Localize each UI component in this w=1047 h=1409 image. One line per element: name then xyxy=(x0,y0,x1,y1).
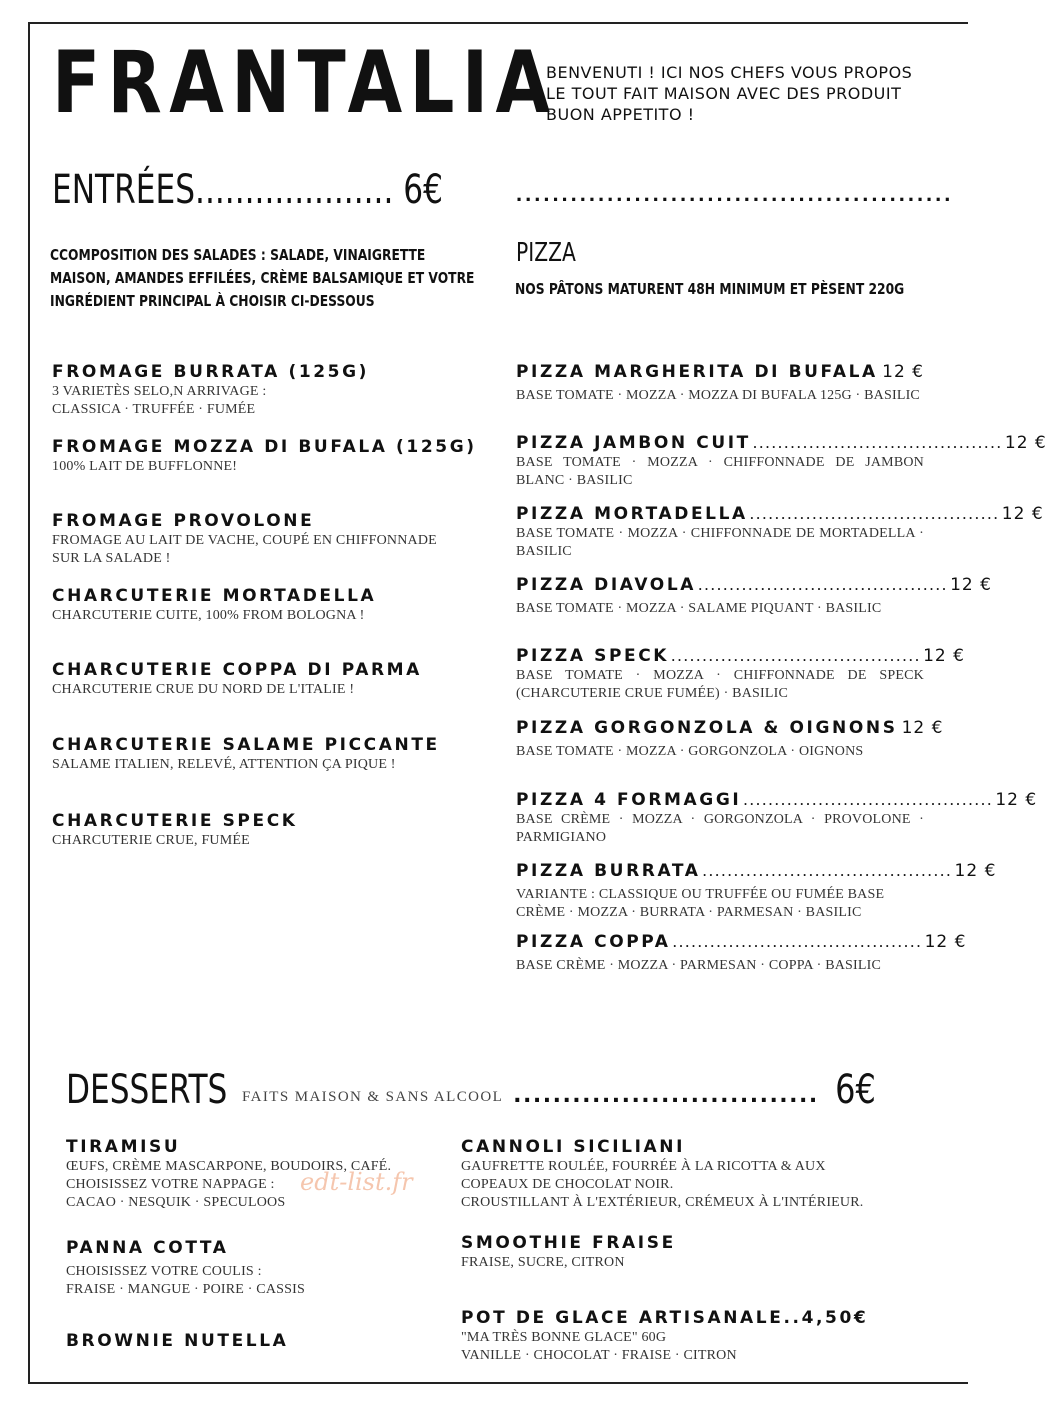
entree-item xyxy=(52,734,472,774)
pizza-name: PIZZA SPECK xyxy=(516,646,670,666)
dessert-name: TIRAMISU xyxy=(66,1137,181,1157)
entrees-price: 6€ xyxy=(403,167,443,213)
entree-item xyxy=(52,659,472,699)
dessert-name: CANNOLI SICILIANI xyxy=(461,1137,686,1157)
pizza-desc: BASE TOMATE · MOZZA · SALAME PIQUANT · BASILIC xyxy=(516,601,882,616)
pizza-item xyxy=(516,789,1038,847)
dessert-desc: VANILLE · CHOCOLAT · FRAISE · CITRON xyxy=(461,1348,737,1363)
desserts-dots: ............................... xyxy=(513,1083,819,1108)
pizza-name: PIZZA BURRATA xyxy=(516,861,701,881)
leader-dots: ........................................ xyxy=(702,861,953,880)
entree-desc: CHARCUTERIE CRUE DU NORD DE L'ITALIE ! xyxy=(52,682,355,697)
pizza-item xyxy=(516,503,1044,561)
pizza-desc: BASE TOMATE · MOZZA · CHIFFONNADE DE SPECK (CHARCUTERIE CRUE FUMÉE) · BASILIC xyxy=(516,668,924,701)
pizza-desc: BASE TOMATE · MOZZA · CHIFFONNADE DE MORTADELLA · BASILIC xyxy=(516,526,924,559)
entrees-dots: .................... xyxy=(195,167,394,213)
entree-name: CHARCUTERIE COPPA DI PARMA xyxy=(52,660,422,680)
entree-name: CHARCUTERIE SALAME PICCANTE xyxy=(52,735,440,755)
leader-dots: ........................................ xyxy=(749,504,1000,523)
entree-item xyxy=(52,361,472,419)
entree-name: FROMAGE BURRATA (125G) xyxy=(52,362,370,382)
pizza-price: 12 € xyxy=(923,646,965,666)
dessert-name: BROWNIE NUTELLA xyxy=(66,1331,289,1351)
pizza-intro: NOS PÂTONS MATURENT 48H MINIMUM ET PÈSENT 220G xyxy=(515,280,905,298)
pizza-price: 12 € xyxy=(882,362,924,382)
entree-desc: FROMAGE AU LAIT DE VACHE, COUPÉ EN CHIFFONNADE xyxy=(52,533,437,548)
dessert-item xyxy=(461,1232,901,1272)
entrees-intro: CCOMPOSITION DES SALADES : SALADE, VINAIGRETTE MAISON, AMANDES EFFILÉES, CRÈME BALSAMIQUE ET VOTRE INGRÉDIENT PRINCIPAL À CHOISIR CI-DESSOUS xyxy=(50,246,475,310)
entree-desc: CLASSICA · TRUFFÉE · FUMÉE xyxy=(52,402,256,417)
entree-name: FROMAGE PROVOLONE xyxy=(52,511,315,531)
entrees-heading xyxy=(52,167,443,213)
pizza-price: 12 € xyxy=(954,861,997,881)
entree-desc: 3 VARIETÈS SELO,N ARRIVAGE : xyxy=(52,384,267,399)
entree-name: CHARCUTERIE MORTADELLA xyxy=(52,586,377,606)
pizza-item xyxy=(516,574,992,618)
leader-dots: ........................................ xyxy=(672,932,923,951)
pizza-item xyxy=(516,645,965,703)
entree-desc: CHARCUTERIE CUITE, 100% FROM BOLOGNA ! xyxy=(52,608,365,623)
welcome-line: BENVENUTI ! ICI NOS CHEFS VOUS PROPOS xyxy=(546,63,913,82)
entree-name: CHARCUTERIE SPECK xyxy=(52,811,298,831)
pizza-name: PIZZA COPPA xyxy=(516,932,671,952)
pizza-price: 12 € xyxy=(1001,504,1044,524)
dessert-name: SMOOTHIE FRAISE xyxy=(461,1233,676,1253)
leader-dots: ........................................ xyxy=(752,433,1003,452)
pizza-desc: BASE CRÈME · MOZZA · GORGONZOLA · PROVOLONE · PARMIGIANO xyxy=(516,812,924,845)
pizza-item xyxy=(516,931,967,975)
pizza-item xyxy=(516,361,924,405)
desserts-price: 6€ xyxy=(835,1067,876,1113)
pizza-name: PIZZA MORTADELLA xyxy=(516,504,748,524)
welcome-text xyxy=(546,62,912,125)
welcome-line: BUON APPETITO ! xyxy=(546,105,695,124)
dessert-item xyxy=(66,1330,446,1352)
entree-desc: 100% LAIT DE BUFFLONNE! xyxy=(52,459,238,474)
pizza-item xyxy=(516,860,997,922)
pizza-name: PIZZA GORGONZOLA & OIGNONS xyxy=(516,718,898,738)
pizza-desc: BASE TOMATE · MOZZA · MOZZA DI BUFALA 125G · BASILIC xyxy=(516,388,920,403)
pizza-price: 12 € xyxy=(901,718,944,738)
entree-desc: CHARCUTERIE CRUE, FUMÉE xyxy=(52,833,250,848)
entree-name: FROMAGE MOZZA DI BUFALA (125G) xyxy=(52,437,477,457)
entree-desc: SALAME ITALIEN, RELEVÉ, ATTENTION ÇA PIQUE ! xyxy=(52,757,396,772)
dessert-desc: FRAISE · MANGUE · POIRE · CASSIS xyxy=(66,1282,305,1297)
pizza-price: 12 € xyxy=(924,932,967,952)
pizza-price: 12 € xyxy=(950,575,992,595)
pizza-name: PIZZA DIAVOLA xyxy=(516,575,697,595)
pizza-name: PIZZA 4 FORMAGGI xyxy=(516,790,742,810)
dessert-desc: CROUSTILLANT À L'EXTÉRIEUR, CRÉMEUX À L'INTÉRIEUR. xyxy=(461,1195,864,1210)
welcome-line: LE TOUT FAIT MAISON AVEC DES PRODUIT xyxy=(546,84,902,103)
pizza-desc: BASE TOMATE · MOZZA · CHIFFONNADE DE JAMBON BLANC · BASILIC xyxy=(516,455,924,488)
pizza-name: PIZZA MARGHERITA DI BUFALA xyxy=(516,362,878,382)
dessert-item xyxy=(461,1136,901,1212)
dessert-item xyxy=(66,1237,446,1299)
dessert-desc: GAUFRETTE ROULÉE, FOURRÉE À LA RICOTTA & AUX xyxy=(461,1159,826,1174)
dessert-desc: CACAO · NESQUIK · SPECULOOS xyxy=(66,1195,286,1210)
entree-item xyxy=(52,510,472,568)
pizza-header-dots: ................................................ xyxy=(516,181,954,206)
dessert-desc: COPEAUX DE CHOCOLAT NOIR. xyxy=(461,1177,674,1192)
entree-item xyxy=(52,810,472,850)
pizza-name: PIZZA JAMBON CUIT xyxy=(516,433,751,453)
pizza-item xyxy=(516,717,944,761)
pizza-item xyxy=(516,432,1047,490)
brand-title: FRANTALIA xyxy=(52,33,558,133)
dessert-desc: "MA TRÈS BONNE GLACE" 60G xyxy=(461,1330,667,1345)
watermark: edt-list.fr xyxy=(300,1168,413,1196)
dessert-desc: CHOISISSEZ VOTRE NAPPAGE : xyxy=(66,1177,275,1192)
desserts-subtitle: FAITS MAISON & SANS ALCOOL xyxy=(242,1089,504,1105)
pizza-price: 12 € xyxy=(1004,433,1047,453)
dessert-desc: FRAISE, SUCRE, CITRON xyxy=(461,1255,625,1270)
pizza-price: 12 € xyxy=(995,790,1038,810)
desserts-title: DESSERTS xyxy=(66,1067,228,1113)
entree-desc: SUR LA SALADE ! xyxy=(52,551,171,566)
dessert-name: POT DE GLACE ARTISANALE..4,50€ xyxy=(461,1308,869,1328)
entrees-title: ENTRÉES xyxy=(52,167,196,213)
dessert-desc: CHOISISSEZ VOTRE COULIS : xyxy=(66,1264,262,1279)
leader-dots: ........................................ xyxy=(743,790,994,809)
dessert-item xyxy=(461,1307,901,1365)
pizza-title: PIZZA xyxy=(516,238,576,268)
dessert-desc: ŒUFS, CRÈME MASCARPONE, BOUDOIRS, CAFÉ. xyxy=(66,1159,392,1174)
leader-dots: ........................................ xyxy=(671,646,922,665)
entree-item xyxy=(52,585,472,625)
entree-item xyxy=(52,436,477,476)
leader-dots: ........................................ xyxy=(698,575,949,594)
desserts-heading xyxy=(66,1067,876,1113)
pizza-desc: BASE TOMATE · MOZZA · GORGONZOLA · OIGNONS xyxy=(516,744,864,759)
dessert-name: PANNA COTTA xyxy=(66,1238,229,1258)
pizza-desc: VARIANTE : CLASSIQUE OU TRUFFÉE OU FUMÉE BASE CRÈME · MOZZA · BURRATA · PARMESAN · BASILIC xyxy=(516,887,885,920)
pizza-desc: BASE CRÈME · MOZZA · PARMESAN · COPPA · BASILIC xyxy=(516,958,882,973)
